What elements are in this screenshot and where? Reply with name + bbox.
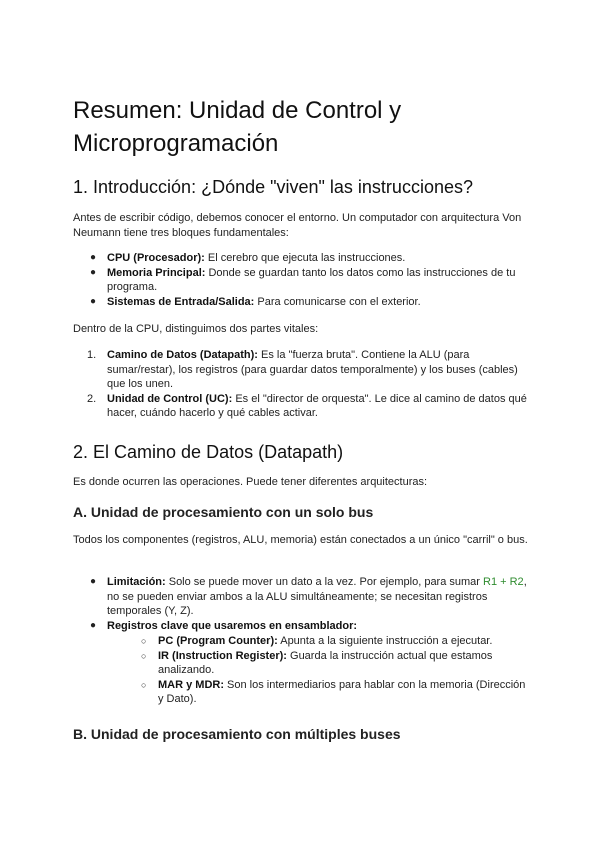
- cpu-parts-intro: Dentro de la CPU, distinguimos dos partes vitales:: [73, 323, 319, 335]
- list-item-term: Unidad de Control (UC):: [107, 392, 233, 405]
- list-item: [73, 575, 528, 619]
- list-item-text: Donde se guardan tanto los datos como las instrucciones de tu programa.: [107, 266, 516, 293]
- list-item-text: Guarda la instrucción actual que estamos analizando.: [158, 649, 493, 676]
- section-1-heading: 1. Introducción: ¿Dónde "viven" las instrucciones?: [73, 177, 473, 197]
- section-2-intro: Es donde ocurren las operaciones. Puede tener diferentes arquitecturas:: [73, 476, 428, 488]
- hollow-bullet-icon: ○: [141, 636, 147, 646]
- list-item-term: CPU (Procesador):: [107, 252, 205, 264]
- list-item-text: Apunta a la siguiente instrucción a ejecutar.: [277, 635, 493, 647]
- bullet-icon: ●: [90, 295, 97, 307]
- subsection-b-heading: B. Unidad de procesamiento con múltiples buses: [73, 726, 401, 742]
- list-item-text: , no se pueden enviar ambos a la ALU simultáneamente; se necesitan registros temporales (Y, Z).: [107, 576, 527, 617]
- single-bus-list: [73, 575, 528, 707]
- list-item: [73, 266, 528, 295]
- sublist-item: [141, 634, 528, 649]
- hollow-bullet-icon: ○: [141, 650, 147, 661]
- list-item-term: Registros clave que usaremos en ensamblador:: [107, 619, 358, 632]
- registers-sublist: [107, 634, 528, 707]
- list-item-text: Es el "director de orquesta". Le dice al camino de datos qué hacer, cuándo hacerlo y qué cables activar.: [107, 392, 527, 419]
- bullet-icon: ●: [90, 619, 97, 631]
- list-number: 2.: [87, 392, 97, 405]
- bullet-icon: ●: [90, 266, 97, 278]
- list-item-term: Limitación:: [107, 576, 166, 588]
- section-2-heading: 2. El Camino de Datos (Datapath): [73, 442, 344, 462]
- list-item: [73, 392, 528, 421]
- list-item-term: MAR y MDR:: [158, 678, 224, 691]
- list-item-text: Es la "fuerza bruta". Contiene la ALU (para sumar/restar), los registros (para guardar datos temporalmente) y los buses (cables) que los unen.: [107, 349, 518, 390]
- subsection-a-intro: Todos los componentes (registros, ALU, memoria) están conectados a un único "carril" o bus.: [73, 534, 528, 546]
- blocks-list: [73, 251, 528, 309]
- bullet-icon: ●: [90, 252, 97, 263]
- section-1-intro: Antes de escribir código, debemos conocer el entorno. Un computador con arquitectura Von Neumann tiene tres bloques fundamentales:: [73, 212, 522, 239]
- list-item-term: PC (Program Counter):: [158, 635, 278, 647]
- list-number: 1.: [87, 349, 97, 361]
- list-item: [73, 251, 528, 266]
- list-item-term: IR (Instruction Register):: [158, 649, 287, 662]
- list-item-text: Solo se puede mover un dato a la vez. Por ejemplo, para sumar: [165, 576, 484, 588]
- sublist-item: [141, 649, 528, 678]
- list-item-term: Camino de Datos (Datapath):: [107, 349, 258, 361]
- subsection-a-heading: A. Unidad de procesamiento con un solo bus: [73, 504, 374, 520]
- cpu-parts-list: [73, 348, 528, 421]
- list-item-text: El cerebro que ejecuta las instrucciones.: [204, 252, 406, 264]
- inline-code: R1 + R2: [483, 576, 524, 588]
- list-item: [73, 295, 528, 310]
- hollow-bullet-icon: ○: [141, 679, 147, 690]
- document-title: Resumen: Unidad de Control y Microprogramación: [73, 97, 402, 157]
- list-item-text: Son los intermediarios para hablar con la memoria (Dirección y Dato).: [158, 678, 526, 705]
- list-item: [73, 348, 528, 392]
- bullet-icon: ●: [90, 576, 97, 587]
- list-item: [73, 619, 528, 707]
- list-item-term: Memoria Principal:: [107, 266, 206, 279]
- list-item-term: Sistemas de Entrada/Salida:: [107, 295, 255, 308]
- list-item-text: Para comunicarse con el exterior.: [254, 295, 421, 308]
- sublist-item: [141, 678, 528, 707]
